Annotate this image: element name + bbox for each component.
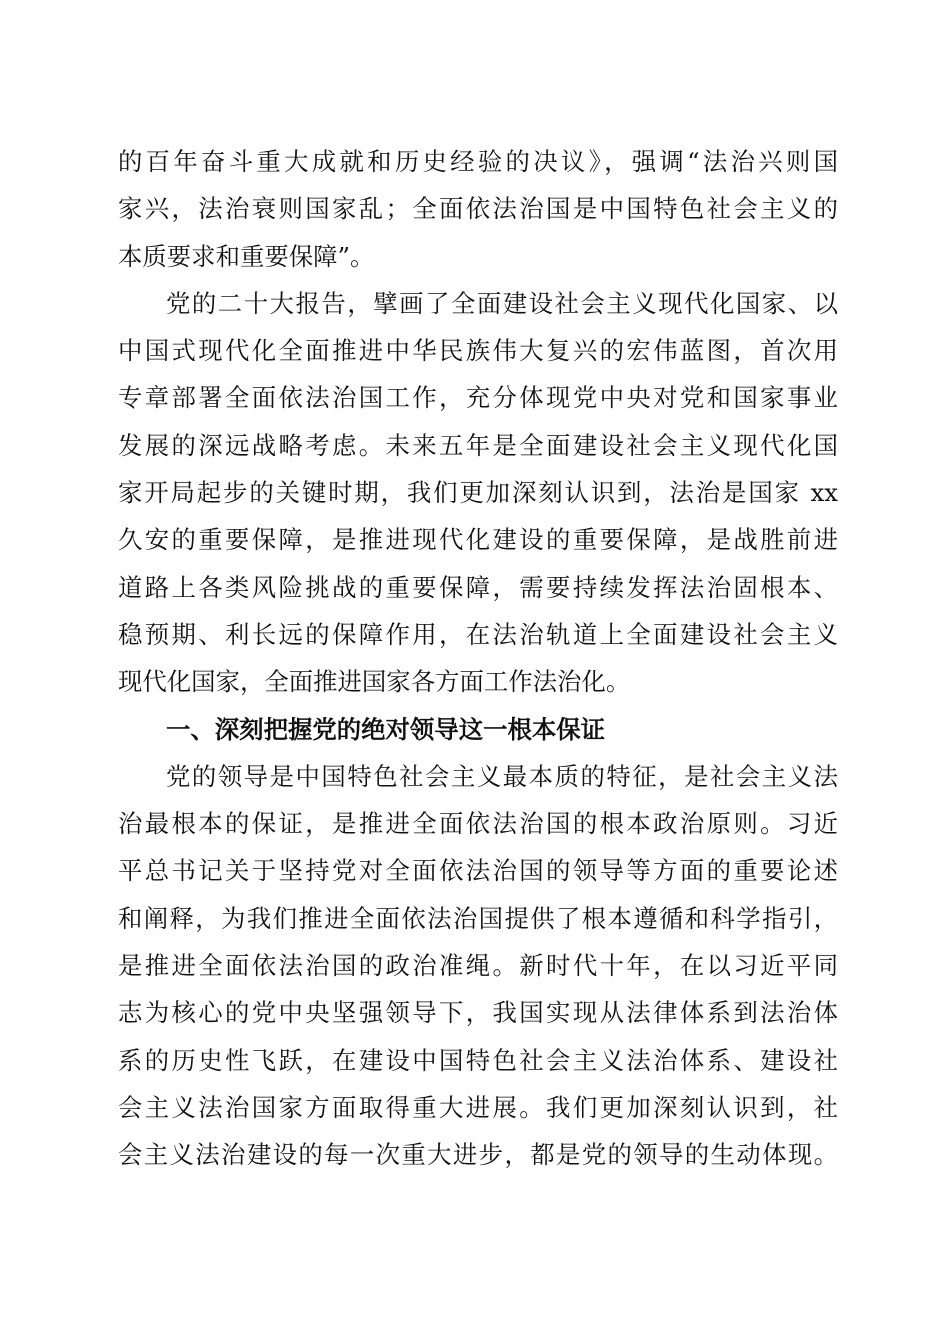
text-line: 久安的重要保障，是推进现代化建设的重要保障，是战胜前进 [118, 525, 838, 555]
text-line: 家开局起步的关键时期，我们更加深刻认识到，法治是国家 xx [118, 478, 838, 508]
text-line: 和阐释，为我们推进全面依法治国提供了根本遵循和科学指引， [118, 903, 838, 933]
text-line: 会主义法治建设的每一次重大进步，都是党的领导的生动体现。 [118, 1140, 838, 1170]
text-line: 志为核心的党中央坚强领导下，我国实现从法律体系到法治体 [118, 998, 838, 1028]
text-line: 本质要求和重要保障”。 [118, 241, 375, 271]
text-line: 道路上各类风险挑战的重要保障，需要持续发挥法治固根本、 [118, 572, 838, 602]
document-body [118, 142, 838, 1183]
text-line: 稳预期、利长远的保障作用，在法治轨道上全面建设社会主义 [118, 619, 838, 649]
section-heading [118, 710, 838, 750]
text-line: 治最根本的保证，是推进全面依法治国的根本政治原则。习近 [118, 809, 838, 839]
paragraph [118, 284, 838, 702]
paragraph [118, 757, 838, 1175]
text-line: 党的领导是中国特色社会主义最本质的特征，是社会主义法 [166, 761, 838, 791]
text-line: 现代化国家，全面推进国家各方面工作法治化。 [118, 667, 631, 697]
text-line: 是推进全面依法治国的政治准绳。新时代十年，在以习近平同 [118, 951, 838, 981]
text-line: 发展的深远战略考虑。未来五年是全面建设社会主义现代化国 [118, 430, 838, 460]
paragraph [118, 142, 838, 277]
heading-text: 一、深刻把握党的绝对领导这一根本保证 [166, 714, 606, 744]
text-line: 中国式现代化全面推进中华民族伟大复兴的宏伟蓝图，首次用 [118, 336, 838, 366]
text-line: 党的二十大报告，擘画了全面建设社会主义现代化国家、以 [166, 288, 838, 318]
text-line: 的百年奋斗重大成就和历史经验的决议》，强调“法治兴则国 [118, 147, 838, 176]
text-line: 专章部署全面依法治国工作，充分体现党中央对党和国家事业 [118, 383, 838, 413]
text-line: 家兴，法治衰则国家乱；全面依法治国是中国特色社会主义的 [118, 194, 838, 224]
text-line: 会主义法治国家方面取得重大进展。我们更加深刻认识到，社 [118, 1092, 838, 1122]
text-line: 系的历史性飞跃，在建设中国特色社会主义法治体系、建设社 [118, 1045, 838, 1075]
text-line: 平总书记关于坚持党对全面依法治国的领导等方面的重要论述 [118, 856, 838, 886]
